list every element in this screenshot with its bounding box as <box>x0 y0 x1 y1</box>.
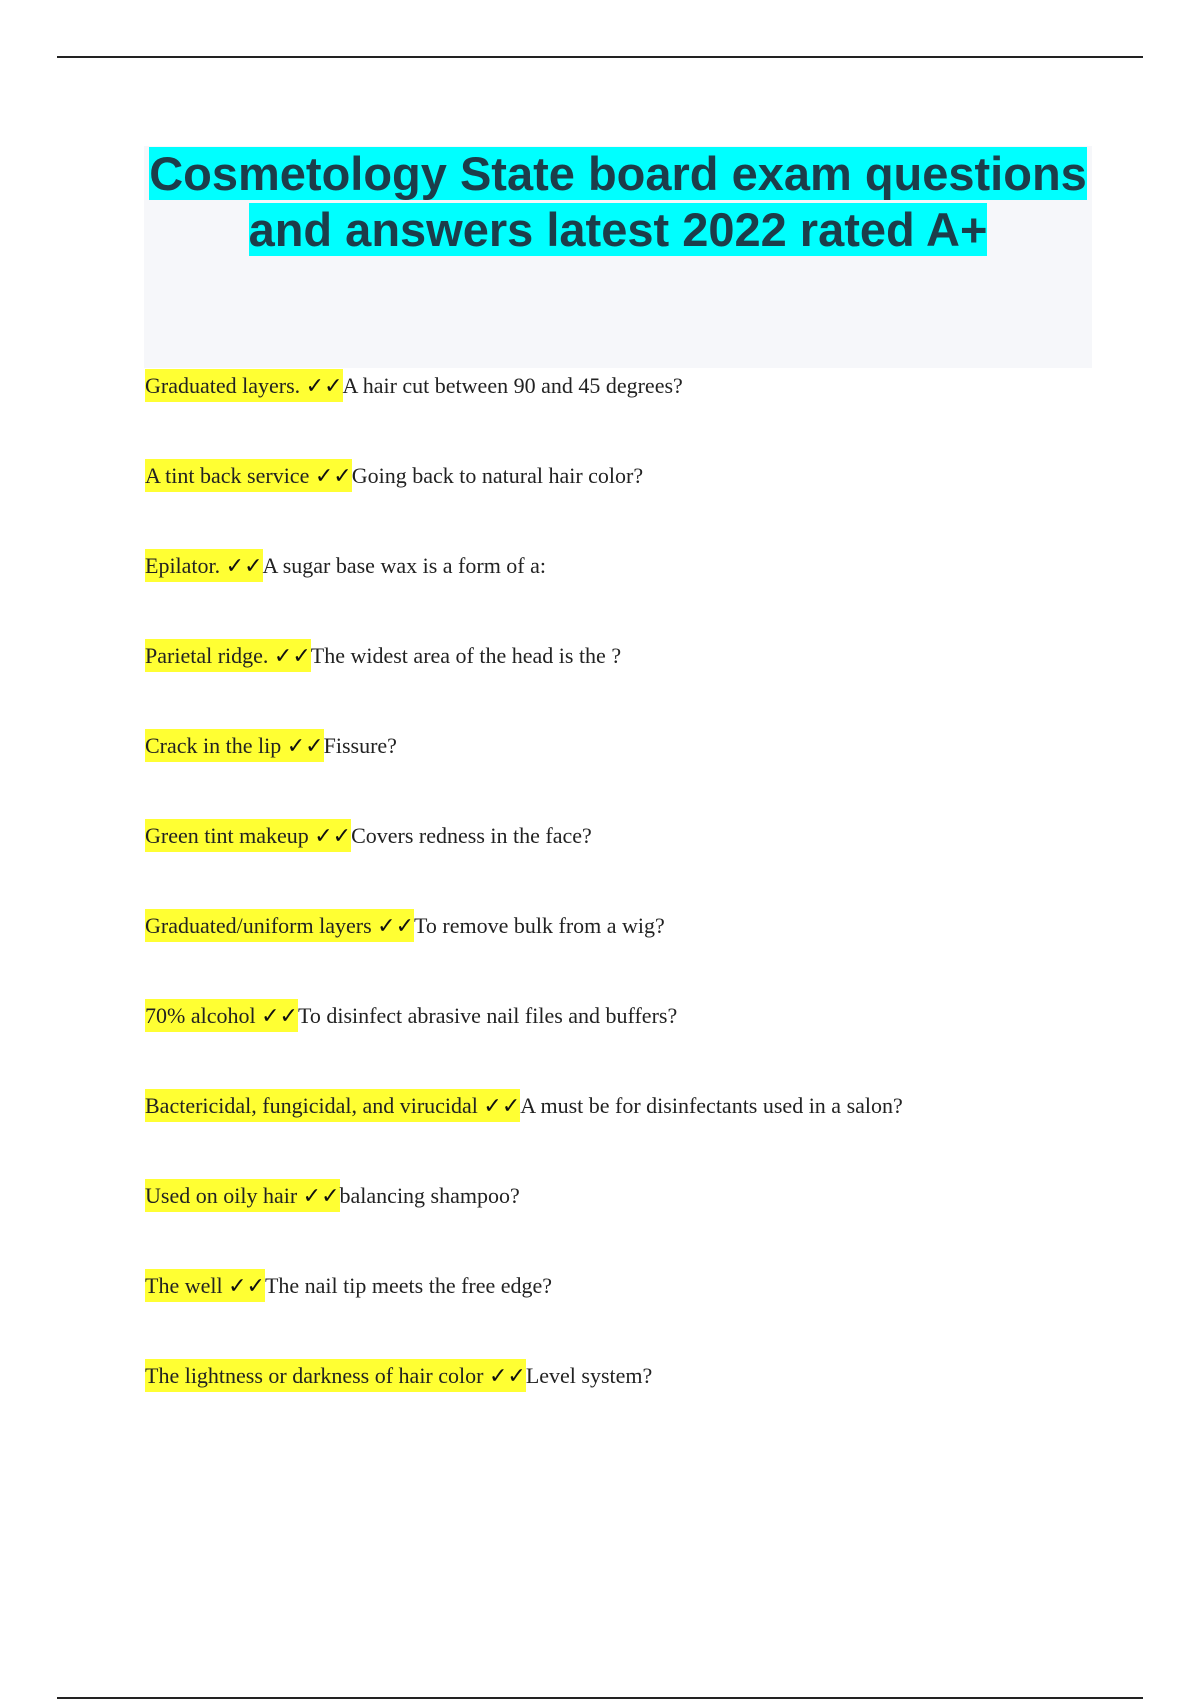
answer-highlight <box>145 819 351 852</box>
answer-text: Used on oily hair <box>145 1183 303 1208</box>
answer-text: Epilator. <box>145 553 226 578</box>
question-text: Going back to natural hair color? <box>351 463 644 488</box>
answer-highlight <box>145 1359 526 1392</box>
answer-text: Green tint makeup <box>145 823 315 848</box>
title-box <box>144 146 1092 368</box>
question-text: The widest area of the head is the ? <box>310 643 622 668</box>
qa-item <box>145 906 1145 996</box>
answer-highlight <box>145 909 414 942</box>
document-title-text: Cosmetology State board exam questions and answers latest 2022 rated A+ <box>149 147 1087 256</box>
answer-highlight <box>145 459 352 492</box>
answer-text: The well <box>145 1273 229 1298</box>
question-text: Level system? <box>525 1363 653 1388</box>
qa-item <box>145 1266 1145 1356</box>
qa-item <box>145 366 1145 456</box>
question-text: The nail tip meets the free edge? <box>264 1273 553 1298</box>
footer-rule <box>57 1697 1143 1699</box>
answer-text: Parietal ridge. <box>145 643 274 668</box>
qa-item <box>145 1356 1145 1446</box>
answer-text: The lightness or darkness of hair color <box>145 1363 489 1388</box>
answer-text: 70% alcohol <box>145 1003 262 1028</box>
qa-item <box>145 546 1145 636</box>
qa-item <box>145 996 1145 1086</box>
qa-item <box>145 636 1145 726</box>
double-check-icon: ✓✓ <box>225 554 263 579</box>
qa-item <box>145 816 1145 906</box>
qa-item <box>145 1176 1145 1266</box>
header-rule <box>57 56 1143 58</box>
answer-highlight <box>145 639 311 672</box>
question-text: A sugar base wax is a form of a: <box>262 553 547 578</box>
qa-item <box>145 726 1145 816</box>
double-check-icon: ✓✓ <box>228 1274 265 1299</box>
question-text: Fissure? <box>323 733 397 758</box>
question-text: balancing shampoo? <box>339 1183 520 1208</box>
answer-text: Graduated layers. <box>145 373 306 398</box>
double-check-icon: ✓✓ <box>273 644 311 669</box>
answer-text: A tint back service <box>145 463 315 488</box>
answer-highlight <box>145 549 263 582</box>
answer-text: Graduated/uniform layers <box>145 913 378 938</box>
answer-highlight <box>145 1269 265 1302</box>
double-check-icon: ✓✓ <box>377 914 415 939</box>
qa-list <box>145 366 1145 1446</box>
answer-highlight <box>145 729 324 762</box>
double-check-icon: ✓✓ <box>302 1184 340 1209</box>
double-check-icon: ✓✓ <box>314 464 352 489</box>
qa-item <box>145 456 1145 546</box>
document-title <box>144 146 1092 258</box>
question-text: To disinfect abrasive nail files and buffers? <box>297 1003 678 1028</box>
double-check-icon: ✓✓ <box>314 824 352 849</box>
answer-highlight <box>145 999 298 1032</box>
qa-item <box>145 1086 1145 1176</box>
double-check-icon: ✓✓ <box>488 1364 526 1389</box>
double-check-icon: ✓✓ <box>261 1004 298 1029</box>
answer-text: Crack in the lip <box>145 733 287 758</box>
double-check-icon: ✓✓ <box>483 1094 521 1119</box>
question-text: A must be for disinfectants used in a salon? <box>520 1093 903 1118</box>
answer-highlight <box>145 369 343 402</box>
answer-highlight <box>145 1179 340 1212</box>
answer-text: Bactericidal, fungicidal, and virucidal <box>145 1093 484 1118</box>
answer-highlight <box>145 1089 520 1122</box>
double-check-icon: ✓✓ <box>286 734 324 759</box>
question-text: Covers redness in the face? <box>351 823 592 848</box>
question-text: A hair cut between 90 and 45 degrees? <box>342 373 683 398</box>
question-text: To remove bulk from a wig? <box>414 913 665 938</box>
double-check-icon: ✓✓ <box>305 374 343 399</box>
